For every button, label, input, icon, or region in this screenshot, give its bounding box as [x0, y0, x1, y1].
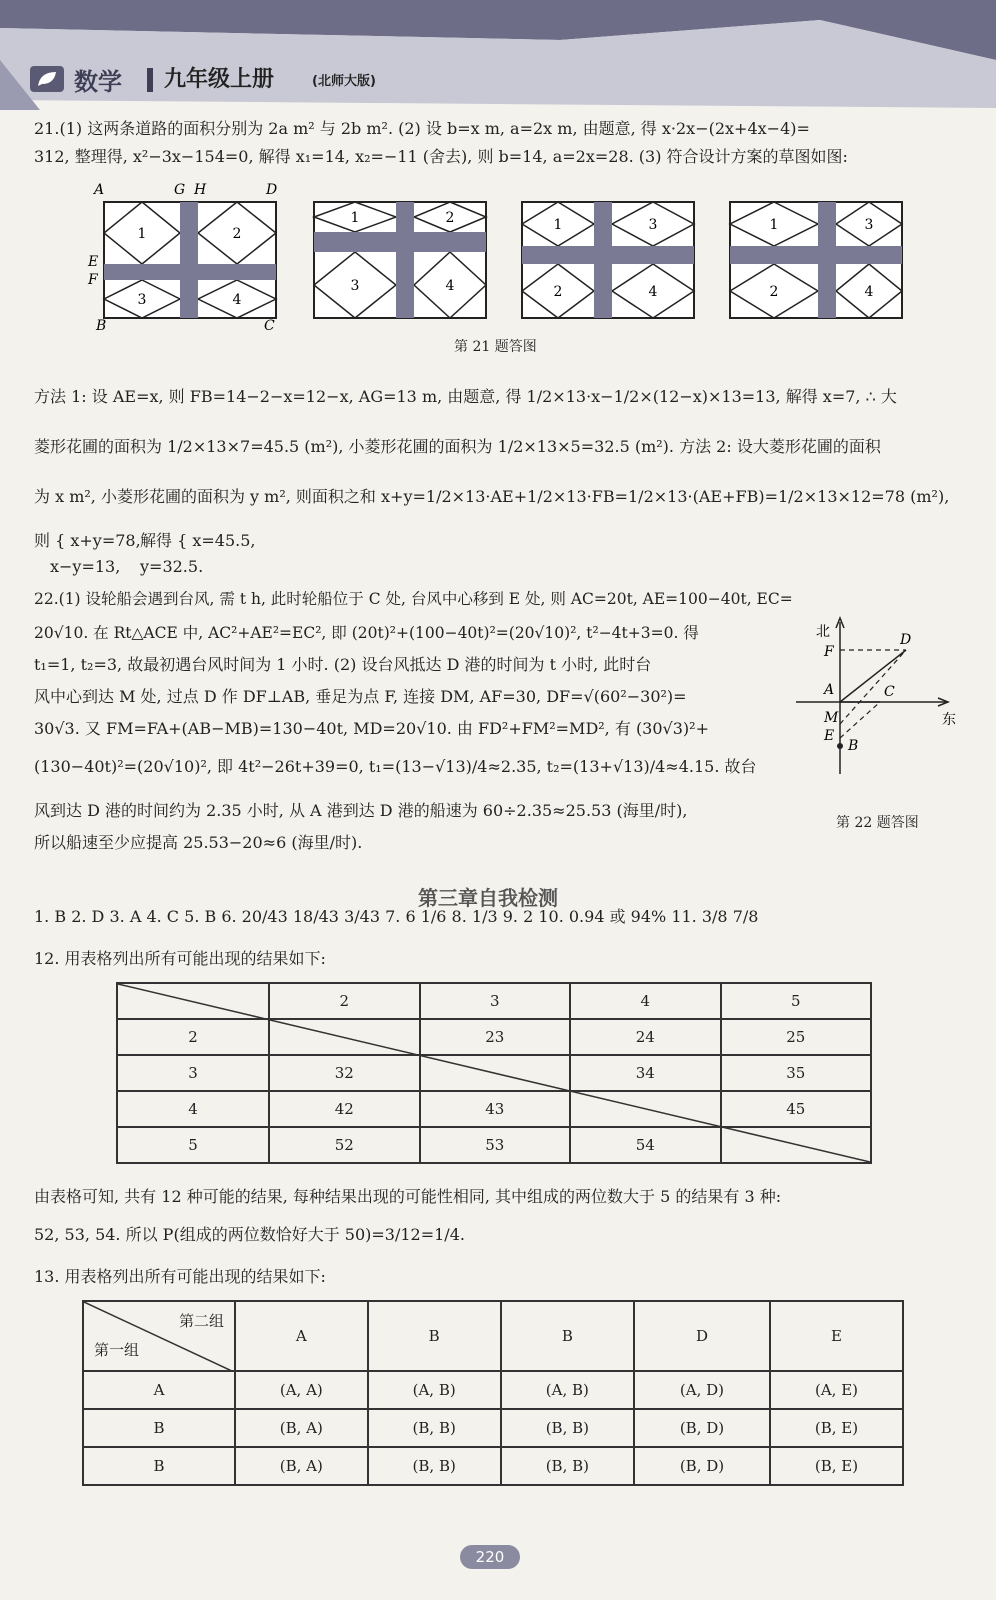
- label-C: C: [264, 318, 275, 334]
- label-A: A: [94, 182, 105, 198]
- bed-number: 2: [769, 284, 779, 300]
- q12-cell: 43: [420, 1091, 571, 1127]
- q13-cell: (B, D): [634, 1447, 770, 1485]
- q13-cell: (A, B): [368, 1371, 501, 1409]
- bed-number: 3: [864, 217, 874, 233]
- q13-row-head: A: [83, 1371, 235, 1409]
- bed-number: 1: [553, 217, 563, 233]
- bed-number: 3: [350, 278, 360, 294]
- bed-number: 4: [232, 292, 242, 308]
- q21-method-1: 方法 1: 设 AE=x, 则 FB=14−2−x=12−x, AG=13 m, 由题意, 得 1/2×13·x−1/2×(12−x)×13=13, 解得 x=7, ∴ 大: [34, 387, 897, 406]
- grade-title: 九年级上册: [164, 67, 275, 92]
- q12-header-cell: 5: [721, 983, 872, 1019]
- q13-corner-bottom: 第一组: [94, 1341, 140, 1359]
- q13-corner-top: 第二组: [178, 1312, 224, 1330]
- q12-row-head: 3: [117, 1055, 269, 1091]
- q12-diagonal: [116, 982, 872, 1164]
- horizontal-road: [104, 264, 276, 280]
- q13-row-head: B: [83, 1447, 235, 1485]
- fig22-D: D: [900, 632, 912, 648]
- q12-cell: 32: [269, 1055, 420, 1091]
- bed-number: 2: [445, 210, 455, 226]
- q12-row-head: 5: [117, 1127, 269, 1163]
- q13-cell: (B, E): [770, 1447, 903, 1485]
- q12-cell: 54: [570, 1127, 721, 1163]
- answers-line: 1. B 2. D 3. A 4. C 5. B 6. 20/43 18/43 3/43 7. 6 1/6 8. 1/3 9. 2 10. 0.94 或 94% 11. 3/8 7/8: [34, 907, 759, 926]
- q22-line-3: t₁=1, t₂=3, 故最初遇台风时间为 1 小时. (2) 设台风抵达 D 港的时间为 t 小时, 此时台: [34, 655, 652, 674]
- vertical-road: [396, 202, 414, 318]
- q21-solution-1: 解得 { x=45.5,: [140, 531, 256, 550]
- leaf-logo-icon: [30, 66, 64, 92]
- q12-header-cell: 2: [269, 983, 420, 1019]
- bed-number: 1: [769, 217, 779, 233]
- bed-number: 4: [445, 278, 455, 294]
- fig22-C: C: [884, 684, 895, 700]
- q21-method-3: 为 x m², 小菱形花圃的面积为 y m², 则面积之和 x+y=1/2×13·AE+1/2×13·FB=1/2×13·(AE+FB)=1/2×13×12=78 (m²),: [34, 487, 950, 506]
- bed-number: 1: [137, 226, 147, 242]
- q13-cell: (A, D): [634, 1371, 770, 1409]
- q21-line-1: 21.(1) 这两条道路的面积分别为 2a m² 与 2b m². (2) 设 b=x m, a=2x m, 由题意, 得 x·2x−(2x+4x−4)=: [34, 119, 810, 138]
- bed-number: 4: [648, 284, 658, 300]
- q13-row-head: B: [83, 1409, 235, 1447]
- table-row: [83, 1409, 903, 1447]
- q13-header-cell: B: [501, 1301, 634, 1371]
- q13-header-cell: E: [770, 1301, 903, 1371]
- subject-title: 数学: [74, 68, 122, 96]
- table-row: [83, 1447, 903, 1485]
- horizontal-road: [522, 246, 694, 264]
- label-E: E: [88, 254, 99, 270]
- q13-cell: (A, B): [501, 1371, 634, 1409]
- fig22-east: 东: [942, 712, 956, 728]
- q12-conclusion-1: 由表格可知, 共有 12 种可能的结果, 每种结果出现的可能性相同, 其中组成的两位数大于 5 的结果有 3 种:: [34, 1187, 782, 1206]
- label-B: B: [96, 318, 107, 334]
- q13-intro: 13. 用表格列出所有可能出现的结果如下:: [34, 1267, 326, 1286]
- q22-figure: [796, 614, 966, 804]
- q22-line-1: 22.(1) 设轮船会遇到台风, 需 t h, 此时轮船位于 C 处, 台风中心移到 E 处, 则 AC=20t, AE=100−40t, EC=: [34, 590, 793, 608]
- label-F: F: [88, 272, 98, 288]
- q12-table-wrap: [116, 982, 872, 1164]
- label-H: H: [194, 182, 207, 198]
- q12-header-cell: 4: [570, 983, 721, 1019]
- q12-row-head: 4: [117, 1091, 269, 1127]
- q13-cell: (B, D): [634, 1409, 770, 1447]
- q13-header-cell: D: [634, 1301, 770, 1371]
- q13-cell: (A, E): [770, 1371, 903, 1409]
- fig22-B: B: [848, 738, 859, 754]
- bed-number: 3: [648, 217, 658, 233]
- label-G: G: [174, 182, 186, 198]
- q12-cell: 45: [721, 1091, 872, 1127]
- q21-solution-2: y=32.5.: [140, 557, 204, 576]
- bed-number: 4: [864, 284, 874, 300]
- q21-line-2: 312, 整理得, x²−3x−154=0, 解得 x₁=14, x₂=−11 (舍去), 则 b=14, a=2x=28. (3) 符合设计方案的草图如图:: [34, 147, 848, 166]
- q13-header-cell: A: [235, 1301, 368, 1371]
- q22-line-5: 30√3. 又 FM=FA+(AB−MB)=130−40t, MD=20√10. 由 FD²+FM²=MD², 有 (30√3)²+: [34, 719, 709, 738]
- q22-line-6: (130−40t)²=(20√10)², 即 4t²−26t+39=0, t₁=(13−√13)/4≈2.35, t₂=(13+√13)/4≈4.15. 故台: [34, 757, 757, 776]
- q13-corner: [83, 1301, 235, 1371]
- q12-intro: 12. 用表格列出所有可能出现的结果如下:: [34, 949, 326, 968]
- q13-cell: (B, A): [235, 1447, 368, 1485]
- q22-line-2: 20√10. 在 Rt△ACE 中, AC²+AE²=EC², 即 (20t)²+(100−40t)²=(20√10)², t²−4t+3=0. 得: [34, 624, 699, 642]
- bed-number: 1: [350, 210, 360, 226]
- q21-caption: 第 21 题答图: [454, 339, 537, 355]
- q12-cell: 42: [269, 1091, 420, 1127]
- q22-line-8: 所以船速至少应提高 25.53−20≈6 (海里/时).: [34, 833, 363, 852]
- fig22-north: 北: [816, 624, 830, 640]
- fig22-E: E: [824, 728, 835, 744]
- q12-header-cell: 3: [420, 983, 571, 1019]
- horizontal-road: [730, 246, 902, 264]
- q22-caption: 第 22 题答图: [836, 815, 919, 831]
- fig22-F: F: [824, 644, 834, 660]
- bed-number: 2: [553, 284, 563, 300]
- q13-cell: (B, A): [235, 1409, 368, 1447]
- q13-cell: (B, B): [501, 1409, 634, 1447]
- label-D: D: [266, 182, 278, 198]
- bed-number: 3: [137, 292, 147, 308]
- q12-cell: 23: [420, 1019, 571, 1055]
- horizontal-road: [314, 232, 486, 252]
- q12-cell: 24: [570, 1019, 721, 1055]
- header-divider: [147, 68, 153, 92]
- fig22-A: A: [824, 682, 835, 698]
- q13-header-cell: B: [368, 1301, 501, 1371]
- q13-table-wrap: [82, 1300, 904, 1486]
- header-band: [0, 0, 996, 110]
- bed-number: 2: [232, 226, 242, 242]
- q13-cell: (B, E): [770, 1409, 903, 1447]
- vertical-road: [180, 202, 198, 318]
- q22-line-7: 风到达 D 港的时间约为 2.35 小时, 从 A 港到达 D 港的船速为 60÷2.35≈25.53 (海里/时),: [34, 801, 688, 820]
- fig22-M: M: [824, 710, 839, 726]
- table-row: [83, 1371, 903, 1409]
- q12-cell: 35: [721, 1055, 872, 1091]
- q13-cell: (B, B): [368, 1447, 501, 1485]
- q21-system-2: x−y=13,: [50, 557, 121, 576]
- q12-cell: 34: [570, 1055, 721, 1091]
- q13-cell: (B, B): [368, 1409, 501, 1447]
- q21-figures: [86, 180, 916, 340]
- q13-cell: (A, A): [235, 1371, 368, 1409]
- q12-conclusion-2: 52, 53, 54. 所以 P(组成的两位数恰好大于 50)=3/12=1/4.: [34, 1225, 465, 1244]
- q13-table: [82, 1300, 904, 1486]
- section-title: 第三章自我检测: [418, 886, 558, 910]
- q12-cell: 52: [269, 1127, 420, 1163]
- q22-line-4: 风中心到达 M 处, 过点 D 作 DF⊥AB, 垂足为点 F, 连接 DM, AF=30, DF=√(60²−30²)=: [34, 687, 687, 706]
- q12-cell: 25: [721, 1019, 872, 1055]
- edition-label: (北师大版): [312, 74, 376, 89]
- q12-cell: 53: [420, 1127, 571, 1163]
- q12-row-head: 2: [117, 1019, 269, 1055]
- q21-system-1: 则 { x+y=78,: [34, 531, 141, 550]
- page-number: 220: [460, 1545, 520, 1569]
- q13-cell: (B, B): [501, 1447, 634, 1485]
- q21-method-2: 菱形花圃的面积为 1/2×13×7=45.5 (m²), 小菱形花圃的面积为 1/2×13×5=32.5 (m²). 方法 2: 设大菱形花圃的面积: [34, 437, 881, 456]
